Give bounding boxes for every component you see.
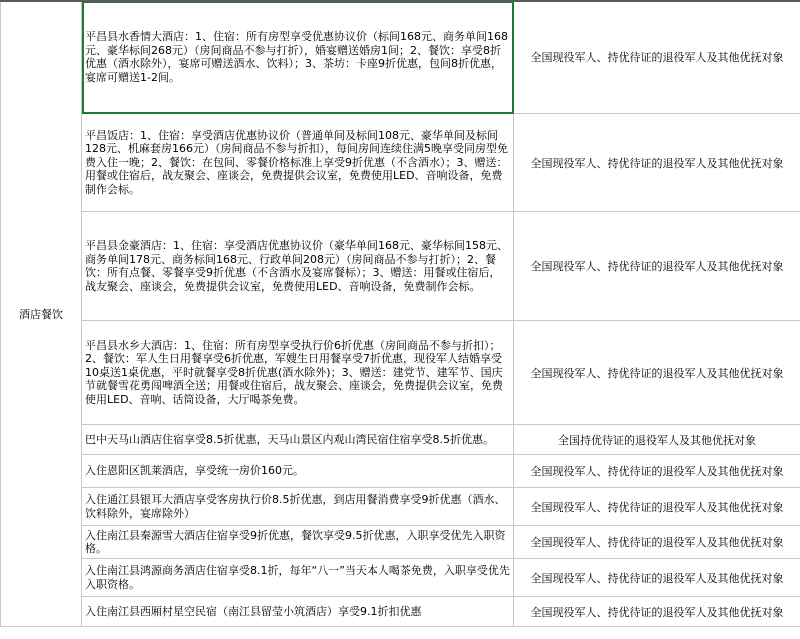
target-cell[interactable]: 全国现役军人、持优待证的退役军人及其他优抚对象 xyxy=(514,455,800,488)
table-row xyxy=(1,1,800,114)
target-cell[interactable]: 全国现役军人、持优待证的退役军人及其他优抚对象 xyxy=(514,1,800,114)
target-cell[interactable]: 全国现役军人、持优待证的退役军人及其他优抚对象 xyxy=(514,559,800,597)
target-cell[interactable]: 全国现役军人、持优待证的退役军人及其他优抚对象 xyxy=(514,212,800,321)
target-cell[interactable]: 全国现役军人、持优待证的退役军人及其他优抚对象 xyxy=(514,488,800,526)
target-cell[interactable]: 全国现役军人、持优待证的退役军人及其他优抚对象 xyxy=(514,526,800,559)
description-cell[interactable]: 入住南江县鸿源商务酒店住宿享受8.1折，每年“八一”当天本人喝茶免费，入职享受优先入职资格。 xyxy=(82,559,514,597)
table-row xyxy=(1,212,800,321)
top-edge xyxy=(0,0,800,2)
description-cell[interactable]: 平昌饭店：1、住宿：享受酒店优惠协议价（普通单间及标间108元、豪华单间及标间128元、机麻套房166元）（房间商品不参与折扣），每间房间连续住满5晚享受同房型免费入住一晚；2、餐饮：在包间、零餐价格标准上享受9折优惠（不含酒水）；3、赠送：用餐或住宿后，战友聚会、座谈会，免费提供会议室，免费使用LED、音响设备，免费制作会标。 xyxy=(82,114,514,212)
category-cell[interactable]: 酒店餐饮 xyxy=(1,1,82,627)
target-cell[interactable]: 全国现役军人、持优待证的退役军人及其他优抚对象 xyxy=(514,597,800,627)
description-cell[interactable]: 平昌县金豪酒店：1、住宿：享受酒店优惠协议价（豪华单间168元、豪华标间158元、商务单间178元、商务标间168元、行政单间208元）（房间商品不参与打折）；2、餐饮：所有点餐、零餐享受9折优惠（不含酒水及宴席餐标）；3、赠送：用餐或住宿后，战友聚会、座谈会，免费提供会议室，免费使用LED、音响设备，免费制作会标。 xyxy=(82,212,514,321)
table-row xyxy=(1,114,800,212)
target-cell[interactable]: 全国持优待证的退役军人及其他优抚对象 xyxy=(514,425,800,455)
target-cell[interactable]: 全国现役军人、持优待证的退役军人及其他优抚对象 xyxy=(514,321,800,425)
table-row xyxy=(1,597,800,627)
description-cell[interactable]: 入住南江县西厢村星空民宿（南江县留莹小筑酒店）享受9.1折扣优惠 xyxy=(82,597,514,627)
description-cell[interactable]: 入住恩阳区凯莱酒店，享受统一房价160元。 xyxy=(82,455,514,488)
description-cell[interactable]: 平昌县水乡大酒店：1、住宿：所有房型享受执行价6折优惠（房间商品不参与折扣）；2、餐饮：军人生日用餐享受6折优惠，军嫂生日用餐享受7折优惠，现役军人结婚享受10桌送1桌优惠，平时就餐享受8折优惠(酒水除外)；3、赠送：建党节、建军节、国庆节就餐雪花勇闯啤酒全送；用餐或住宿后，战友聚会、座谈会，免费提供会议室，免费使用LED、音响、话筒设备，大厅喝茶免费。 xyxy=(82,321,514,425)
description-cell[interactable]: 平昌县水香情大酒店：1、住宿：所有房型享受优惠协议价（标间168元、商务单间168元、豪华标间268元）（房间商品不参与打折），婚宴赠送婚房1间；2、餐饮：享受8折优惠（酒水除外），宴席可赠送酒水、饮料）；3、茶坊：卡座9折优惠，包间8折优惠，宴席可赠送1-2间。 xyxy=(82,1,514,114)
table-row xyxy=(1,321,800,425)
target-cell[interactable]: 全国现役军人、持优待证的退役军人及其他优抚对象 xyxy=(514,114,800,212)
table-row xyxy=(1,526,800,559)
table-row xyxy=(1,455,800,488)
description-cell[interactable]: 巴中天马山酒店住宿享受8.5折优惠，天马山景区内观山湾民宿住宿享受8.5折优惠。 xyxy=(82,425,514,455)
table-row xyxy=(1,559,800,597)
description-cell[interactable]: 入住通江县银耳大酒店享受客房执行价8.5折优惠，到店用餐消费享受9折优惠（酒水、饮料除外，宴席除外） xyxy=(82,488,514,526)
table-row xyxy=(1,425,800,455)
table-row xyxy=(1,488,800,526)
description-cell[interactable]: 入住南江县秦源雪大酒店住宿享受9折优惠，餐饮享受9.5折优惠，入职享受优先入职资格。 xyxy=(82,526,514,559)
